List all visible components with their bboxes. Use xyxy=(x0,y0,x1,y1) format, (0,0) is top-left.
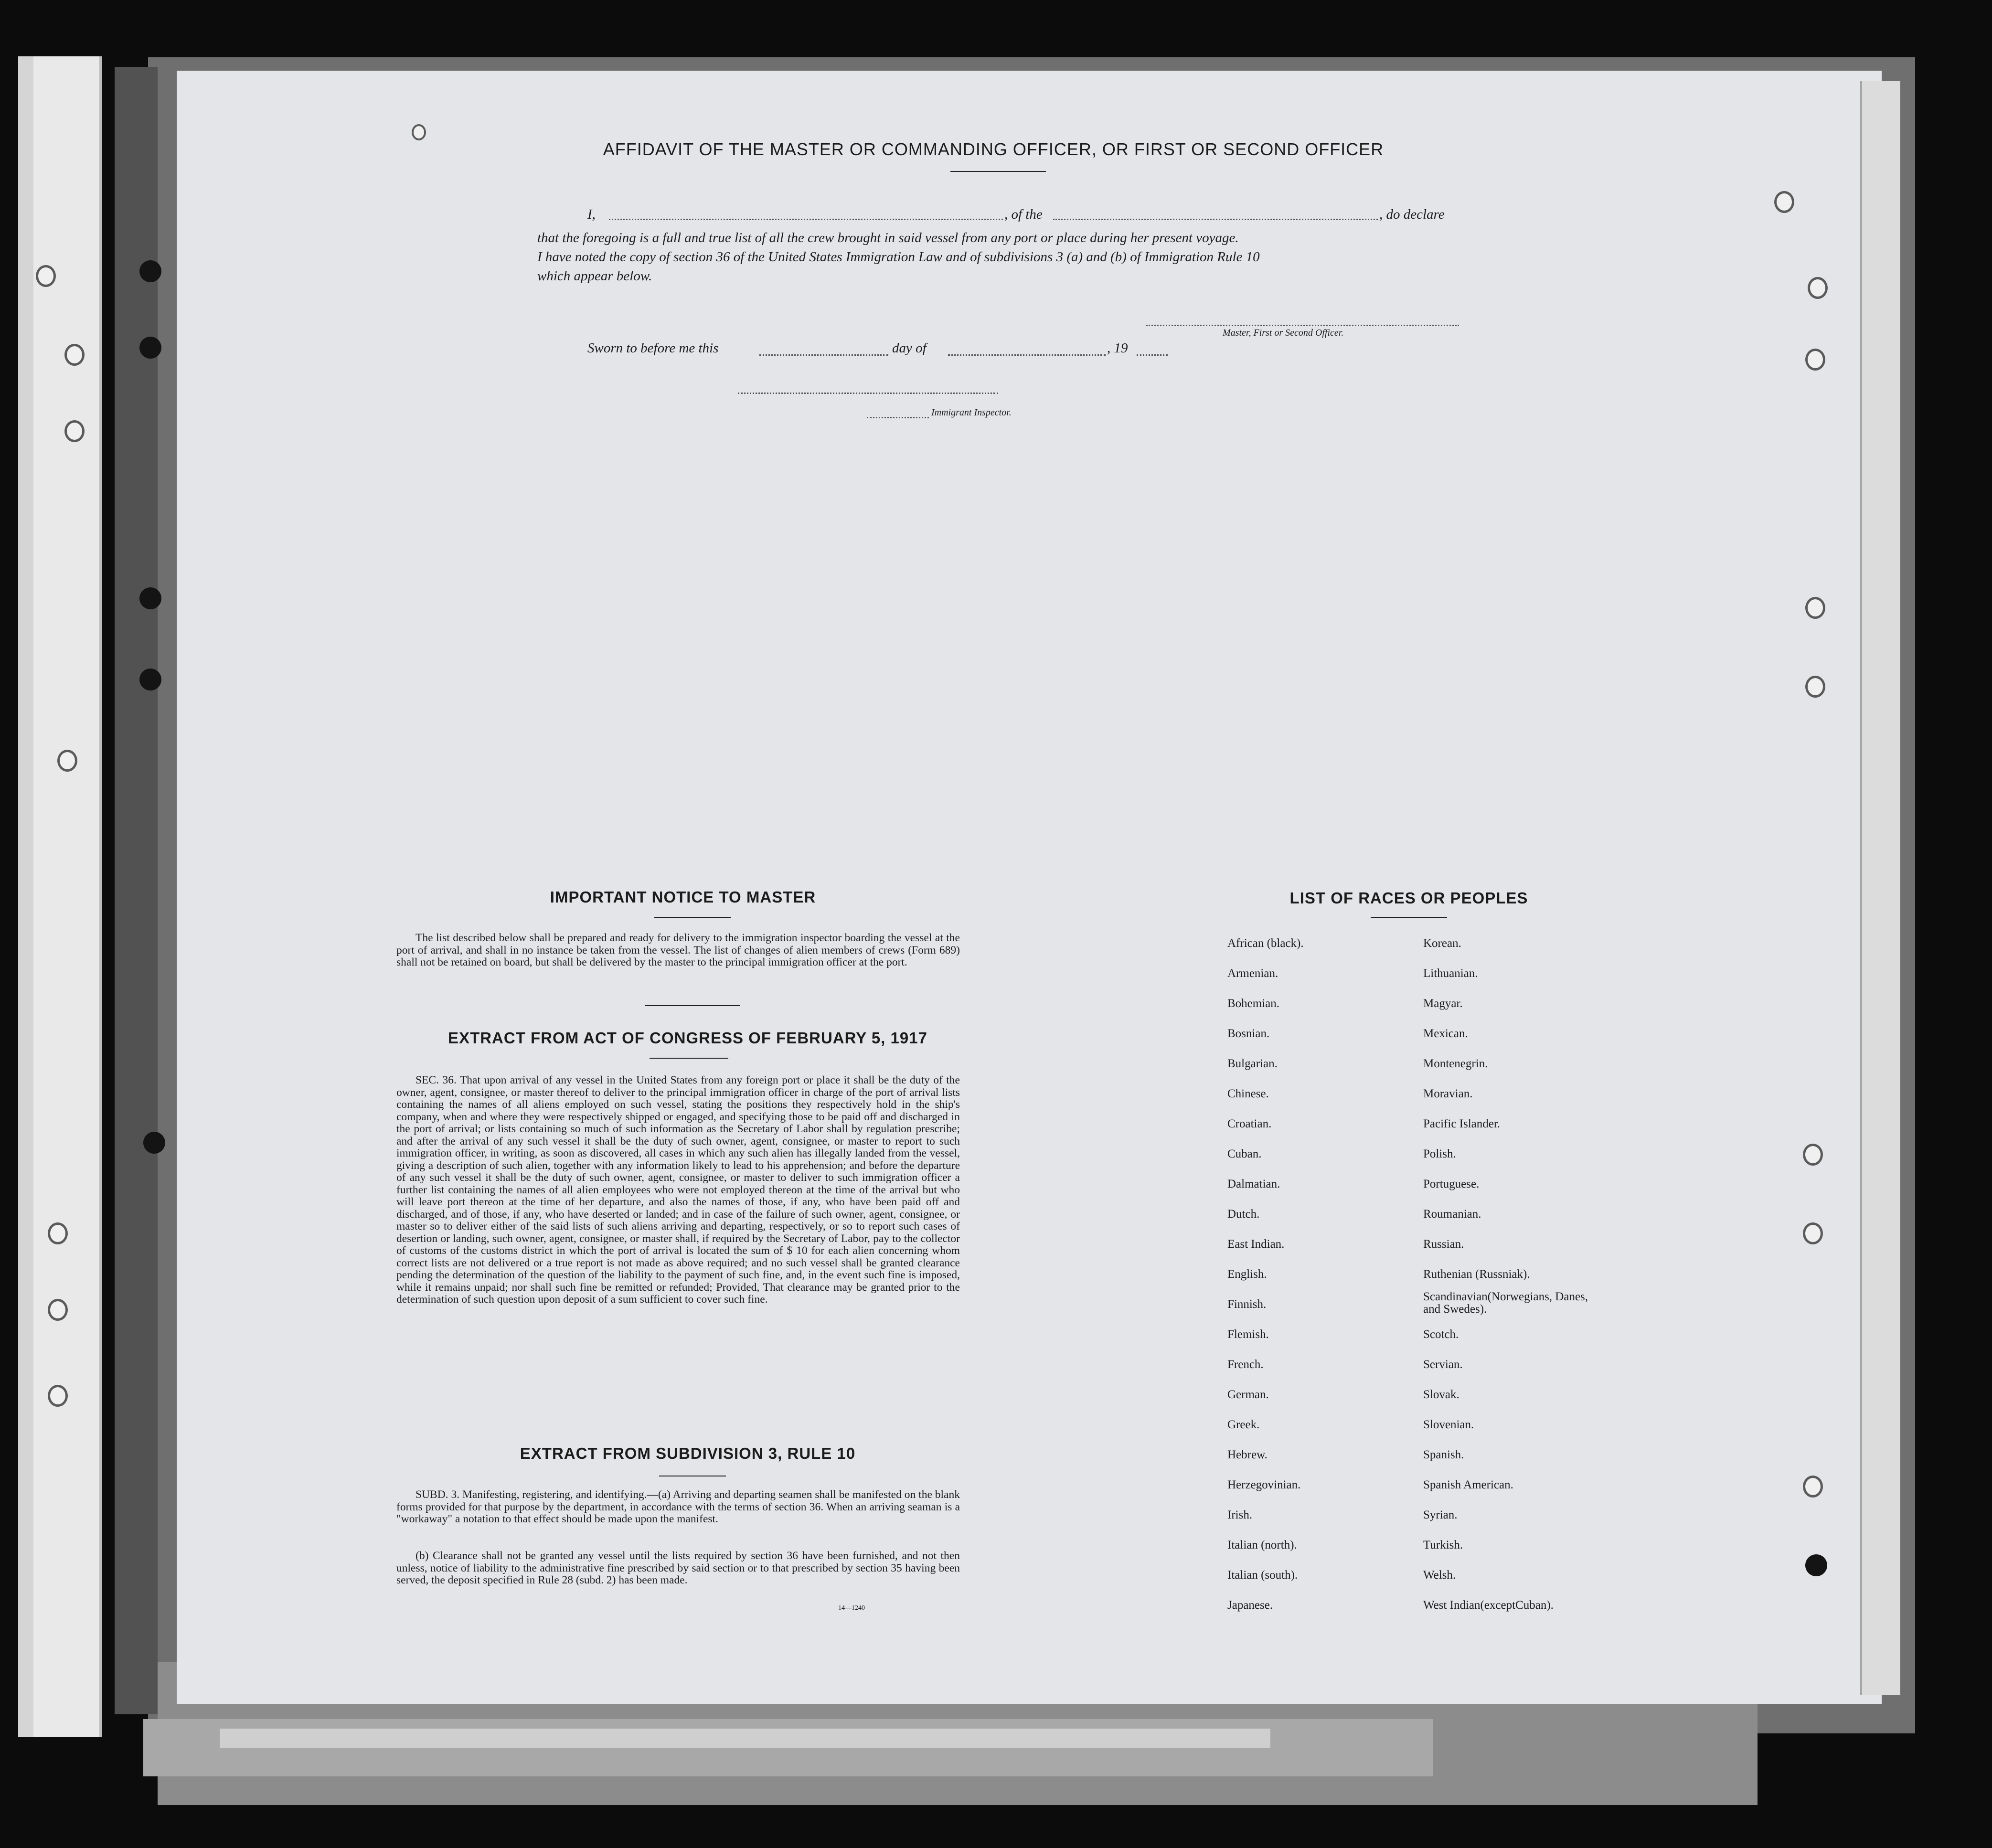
race-item: Japanese. xyxy=(1227,1599,1273,1612)
notice-rule xyxy=(654,917,731,918)
punch-hole-icon xyxy=(48,1299,68,1321)
race-item: Flemish. xyxy=(1227,1328,1269,1341)
affidavit-declare-label: , do declare xyxy=(1379,207,1445,222)
race-item: Slovenian. xyxy=(1423,1418,1474,1431)
rule10-text-a: SUBD. 3. Manifesting, registering, and identifying.—(a) Arriving and departing seamen shall be manifested on the blank forms provided for that purpose by the department, in accordance with the terms of section 36. When an arriving seaman is a "workaway" a notation to that effect should be made upon the manifest. xyxy=(396,1488,960,1525)
affidavit-line-2: that the foregoing is a full and true list of all the crew brought in said vessel from any port or place during her present voyage. xyxy=(537,230,1239,245)
race-item: Italian (south). xyxy=(1227,1569,1298,1582)
notice-bottom-rule xyxy=(645,1005,740,1006)
race-item: English. xyxy=(1227,1268,1267,1281)
race-item: Bulgarian. xyxy=(1227,1057,1278,1070)
act-rule xyxy=(650,1058,728,1059)
races-rule xyxy=(1371,917,1447,918)
notice-text: The list described below shall be prepared and ready for delivery to the immigration inspector boarding the vessel at the port of arrival, and shall in no instance be taken from the vessel. The list of changes of alien members of crews (Form 689) shall not be retained on board, but shall be delivered by the master to the principal immigration officer at the port. xyxy=(396,932,960,968)
race-item: Italian (north). xyxy=(1227,1539,1297,1551)
inspector-signature-field[interactable] xyxy=(738,393,998,394)
race-item: German. xyxy=(1227,1388,1269,1401)
punch-hole-icon xyxy=(1774,191,1794,213)
race-item: Chinese. xyxy=(1227,1087,1269,1100)
race-item: Magyar. xyxy=(1423,997,1463,1010)
sworn-month-field[interactable] xyxy=(948,354,1106,356)
race-item: Moravian. xyxy=(1423,1087,1473,1100)
master-signature-field[interactable] xyxy=(1146,325,1459,326)
rule10-title: EXTRACT FROM SUBDIVISION 3, RULE 10 xyxy=(520,1444,856,1462)
vessel-name-field[interactable] xyxy=(1053,219,1378,220)
punch-hole-icon xyxy=(1803,1476,1823,1498)
race-item: Syrian. xyxy=(1423,1508,1458,1521)
race-item: Herzegovinian. xyxy=(1227,1478,1301,1491)
affidavit-line-4: which appear below. xyxy=(537,268,652,284)
master-name-field[interactable] xyxy=(609,219,1003,220)
race-item: Turkish. xyxy=(1423,1539,1463,1551)
scan-underlayer-bottom-edge xyxy=(143,1719,1433,1776)
race-item: Irish. xyxy=(1227,1508,1253,1521)
race-item: Mexican. xyxy=(1423,1027,1468,1040)
race-item: Croatian. xyxy=(1227,1117,1272,1130)
race-item: Greek. xyxy=(1227,1418,1260,1431)
binder-hole-icon xyxy=(139,587,161,609)
left-margin-strip xyxy=(18,56,102,1737)
race-item: East Indian. xyxy=(1227,1238,1285,1251)
binder-hole-icon xyxy=(139,669,161,690)
race-item: Cuban. xyxy=(1227,1147,1262,1160)
punch-hole-icon xyxy=(64,344,85,366)
punch-hole-icon xyxy=(57,750,77,772)
rule10-text-b: (b) Clearance shall not be granted any vessel until the lists required by section 36 have been furnished, and not then unless, notice of liability to the administrative fine prescribed by said section or to that prescribed by section 35 having been served, the deposit specified in Rule 28 (subd. 2) has been made. xyxy=(396,1550,960,1586)
binder-hole-icon xyxy=(1805,1554,1827,1576)
sworn-label: Sworn to before me this xyxy=(587,340,719,356)
act-title: EXTRACT FROM ACT OF CONGRESS OF FEBRUARY 5, 1917 xyxy=(448,1029,927,1047)
race-item: Servian. xyxy=(1423,1358,1463,1371)
sworn-year-field[interactable] xyxy=(1137,354,1168,356)
race-item: Spanish. xyxy=(1423,1448,1464,1461)
punch-hole-icon xyxy=(1803,1222,1823,1244)
race-item: Dalmatian. xyxy=(1227,1178,1280,1190)
race-item: Scotch. xyxy=(1423,1328,1459,1341)
affidavit-line-3: I have noted the copy of section 36 of the United States Immigration Law and of subdivisions 3 (a) and (b) of Immigration Rule 10 xyxy=(537,249,1260,265)
race-item: Korean. xyxy=(1423,937,1461,950)
title-rule xyxy=(950,171,1046,172)
act-text: SEC. 36. That upon arrival of any vessel in the United States from any foreign port or place it shall be the duty of the owner, agent, consignee, or master thereof to deliver to the principal immigration officer in charge of the port of arrival lists containing the names of all aliens employed on such vessel, stating the positions they respectively hold in the ship's company, when and where they were respectively shipped or engaged, and specifying those to be paid off and discharged in the port of arrival; or lists containing so much of such information as the Secretary of Labor shall by regulation prescribe; and after the arrival of any such vessel it shall be the duty of such owner, agent, consignee, or master to report to such immigration officer, in writing, as soon as discovered, all cases in which any such alien has illegally landed from the vessel, giving a description of such alien, together with any information likely to lead to his apprehension; and before the departure of any such vessel it shall be the duty of such owner, agent, consignee, or master to deliver to such immigration officer a further list containing the names of all alien employees who were not employed thereon at the time of the arrival but who will leave port thereon at the time of her departure, and also the names of those, if any, who have been paid off and discharged, and of those, if any, who have deserted or landed; and in case of the failure of such owner, agent, consignee, or master so to deliver either of the said lists of such aliens arriving and departing, respectively, or so to report such cases of desertion or landing, such owner, agent, consignee, or master shall, if required by the Secretary of Labor, pay to the collector of customs of the customs district in which the port of arrival is located the sum of $ 10 for each alien concerning whom correct lists are not delivered or a true report is not made as above required; and no such vessel shall be granted clearance pending the determination of the question of the liability to the payment of such fine, and, in the event such fine is imposed, while it remains unpaid; nor shall such fine be remitted or refunded; Provided, That clearance may be granted prior to the determination of such question upon deposit of a sum sufficient to cover such fine. xyxy=(396,1074,960,1306)
race-item: Armenian. xyxy=(1227,967,1278,980)
race-item: Dutch. xyxy=(1227,1208,1260,1221)
race-item: Montenegrin. xyxy=(1423,1057,1488,1070)
race-item: African (black). xyxy=(1227,937,1304,950)
race-item: Russian. xyxy=(1423,1238,1464,1251)
notice-title: IMPORTANT NOTICE TO MASTER xyxy=(550,888,816,906)
race-item: Polish. xyxy=(1423,1147,1456,1160)
punch-hole-icon xyxy=(1805,597,1825,619)
race-item: Pacific Islander. xyxy=(1423,1117,1501,1130)
race-item: Ruthenian (Russniak). xyxy=(1423,1268,1530,1281)
affidavit-title: AFFIDAVIT OF THE MASTER OR COMMANDING OFFICER, OR FIRST OR SECOND OFFICER xyxy=(603,139,1384,159)
punch-hole-icon xyxy=(48,1222,68,1244)
race-item: Portuguese. xyxy=(1423,1178,1480,1190)
race-item: Welsh. xyxy=(1423,1569,1456,1582)
binder-hole-icon xyxy=(139,260,161,282)
race-item: Scandinavian(Norwegians, Danes, and Swedes). xyxy=(1423,1290,1588,1316)
punch-hole-icon xyxy=(1805,349,1825,371)
race-item: Spanish American. xyxy=(1423,1478,1513,1491)
race-item: Hebrew. xyxy=(1227,1448,1268,1461)
race-item: French. xyxy=(1227,1358,1264,1371)
punch-hole-icon xyxy=(1808,277,1828,299)
binder-hole-icon xyxy=(139,337,161,359)
race-item: Bohemian. xyxy=(1227,997,1280,1010)
binding-band xyxy=(115,67,158,1714)
affidavit-i-label: I, xyxy=(587,207,596,222)
year-label: , 19 xyxy=(1107,340,1128,356)
sworn-day-field[interactable] xyxy=(759,354,888,356)
inspector-leader-dots xyxy=(867,417,929,418)
punch-hole-icon xyxy=(36,265,56,287)
binder-hole-icon xyxy=(143,1132,165,1154)
race-item: Lithuanian. xyxy=(1423,967,1478,980)
race-item: Slovak. xyxy=(1423,1388,1459,1401)
punch-hole-icon xyxy=(64,420,85,442)
punch-hole-icon xyxy=(1805,676,1825,698)
affidavit-of-the-label: , of the xyxy=(1004,207,1043,222)
race-item: Finnish. xyxy=(1227,1298,1267,1311)
punch-hole-icon xyxy=(1803,1144,1823,1166)
race-item: Bosnian. xyxy=(1227,1027,1270,1040)
day-of-label: day of xyxy=(892,340,927,356)
underlying-page-edge xyxy=(220,1729,1270,1748)
race-item: West Indian(exceptCuban). xyxy=(1423,1599,1554,1612)
race-item: Roumanian. xyxy=(1423,1208,1481,1221)
punch-hole-icon xyxy=(48,1385,68,1407)
signature-label: Master, First or Second Officer. xyxy=(1223,328,1344,338)
form-number: 14—1240 xyxy=(838,1604,865,1612)
races-title: LIST OF RACES OR PEOPLES xyxy=(1289,889,1528,907)
right-margin-strip xyxy=(1860,81,1900,1695)
inspector-label: Immigrant Inspector. xyxy=(931,407,1012,418)
punch-hole-icon xyxy=(412,124,426,140)
